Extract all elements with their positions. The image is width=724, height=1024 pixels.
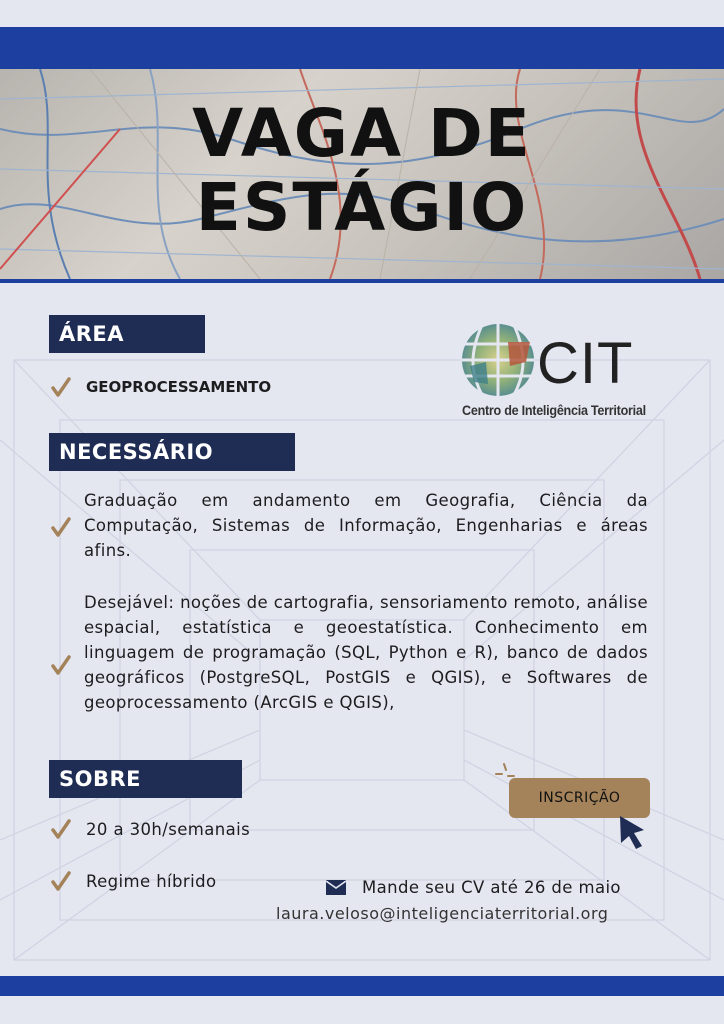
check-icon bbox=[50, 376, 72, 398]
cv-deadline-text: Mande seu CV até 26 de maio bbox=[362, 878, 621, 897]
sobre-item-hours: 20 a 30h/semanais bbox=[86, 820, 251, 839]
top-blue-bar bbox=[0, 27, 724, 69]
area-item: GEOPROCESSAMENTO bbox=[86, 378, 272, 396]
requirement-paragraph-2: Desejável: noções de cartografia, sensoriamento remoto, análise espacial, estatística e geoestatística. Conhecimento em linguagem de programação (SQL, Python e R), banco de dados geográficos (PostgreSQL, PostGIS e QGIS), e Softwares de geoprocessamento (ArcGIS e QGIS), bbox=[84, 593, 648, 712]
logo-cit-text: CIT bbox=[537, 331, 634, 396]
hero-title-line2: ESTÁGIO bbox=[195, 169, 529, 246]
requirement-paragraph-1: Graduação em andamento em Geografia, Ciência da Computação, Sistemas de Informação, Engenharias e áreas afins. bbox=[84, 491, 648, 560]
hero-title-line1: VAGA DE bbox=[192, 95, 532, 172]
hero-title bbox=[0, 97, 724, 245]
check-icon bbox=[50, 654, 72, 676]
check-icon bbox=[50, 870, 72, 892]
section-label-sobre: SOBRE bbox=[49, 760, 242, 798]
check-icon bbox=[50, 818, 72, 840]
contact-email-link[interactable]: laura.veloso@inteligenciaterritorial.org bbox=[276, 904, 609, 923]
bottom-blue-bar bbox=[0, 976, 724, 996]
section-label-necessario: NECESSÁRIO bbox=[49, 433, 295, 471]
hero-map-banner bbox=[0, 69, 724, 279]
logo-subtitle: Centro de Inteligência Territorial bbox=[462, 402, 646, 418]
pointer-cursor-icon bbox=[614, 812, 650, 852]
inscricao-button[interactable]: INSCRIÇÃO bbox=[509, 778, 650, 818]
check-icon bbox=[50, 516, 72, 538]
envelope-icon bbox=[326, 880, 346, 895]
sobre-item-regime: Regime híbrido bbox=[86, 872, 217, 891]
hero-bottom-line bbox=[0, 279, 724, 283]
section-label-area: ÁREA bbox=[49, 315, 205, 353]
